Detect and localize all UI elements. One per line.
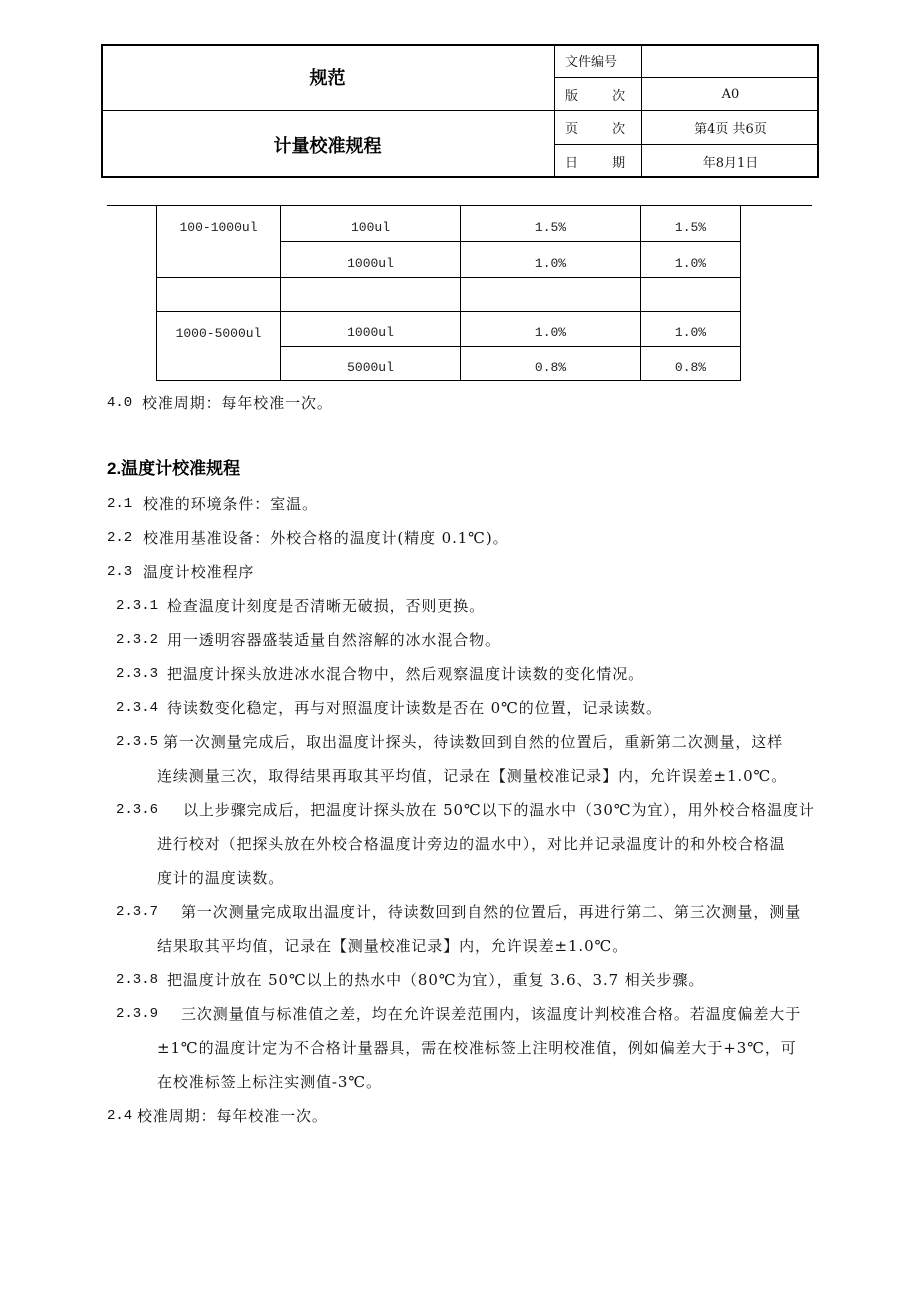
tolerance-cell: 0.8% [461, 347, 641, 381]
clause-text: 第一次测量完成后，取出温度计探头，待读数回到自然的位置后，重新第二次测量，这样 [163, 733, 784, 751]
clause-text: 用一透明容器盛装适量自然溶解的冰水混合物。 [167, 631, 501, 649]
date-label: 日 期 [555, 145, 642, 178]
clause-number: 2.1 [107, 496, 133, 512]
clause-continuation-line: ±1℃的温度计定为不合格计量器具，需在校准标签上注明校准值，例如偏差大于+3℃，可 [157, 1039, 797, 1057]
clause-text: 校准周期：每年校准一次。 [137, 1107, 328, 1125]
page-number-value: 第4页 共6页 [642, 111, 819, 145]
clause-text: 校准周期：每年校准一次。 [142, 394, 333, 412]
range-cell [157, 278, 281, 312]
clause-number: 2.3.2 [116, 632, 159, 648]
tolerance-cell: 1.0% [641, 242, 741, 278]
clause-text: 温度计校准程序 [143, 563, 255, 581]
document-header-table [101, 44, 819, 178]
clause-number: 2.3.6 [116, 802, 159, 818]
clause-number: 2.3.1 [116, 598, 159, 614]
version-value: A0 [642, 78, 819, 111]
range-cell: 100-1000ul [157, 206, 281, 278]
range-cell: 1000-5000ul [157, 312, 281, 381]
clause-continuation-line: 结果取其平均值，记录在【测量校准记录】内，允许误差±1.0℃。 [157, 937, 629, 955]
clause-number: 2.4 [107, 1108, 133, 1124]
clause-text: 以上步骤完成后，把温度计探头放在 50℃以下的温水中（30℃为宜），用外校合格温度计 [183, 801, 815, 819]
document-title: 计量校准规程 [101, 111, 555, 178]
clause-continuation-line: 进行校对（把探头放在外校合格温度计旁边的温水中），对比并记录温度计的和外校合格温 [157, 835, 786, 853]
tolerance-cell: 1.0% [461, 312, 641, 347]
clause-text: 把温度计放在 50℃以上的热水中（80℃为宜），重复 3.6、3.7 相关步骤。 [167, 971, 705, 989]
clause-number: 2.3.4 [116, 700, 159, 716]
section-heading: 2.温度计校准规程 [107, 459, 241, 478]
volume-cell: 1000ul [281, 242, 461, 278]
tolerance-cell [461, 278, 641, 312]
tolerance-cell [641, 278, 741, 312]
document-category-title: 规范 [101, 44, 555, 111]
date-value: 年8月1日 [702, 156, 759, 171]
tolerance-cell: 1.5% [641, 206, 741, 242]
clause-continuation-line: 度计的温度读数。 [157, 869, 285, 887]
file-number-label: 文件编号 [555, 44, 642, 78]
clause-number: 2.2 [107, 530, 133, 546]
clause-text: 把温度计探头放进冰水混合物中，然后观察温度计读数的变化情况。 [167, 665, 645, 683]
volume-cell: 100ul [281, 206, 461, 242]
version-label: 版 次 [555, 78, 642, 111]
clause-text: 检查温度计刻度是否清晰无破损，否则更换。 [167, 597, 486, 615]
volume-cell: 1000ul [281, 312, 461, 347]
tolerance-cell: 1.0% [461, 242, 641, 278]
clause-number: 2.3.3 [116, 666, 159, 682]
volume-cell [281, 278, 461, 312]
clause-text: 三次测量值与标准值之差，均在允许误差范围内，该温度计判校准合格。若温度偏差大于 [181, 1005, 802, 1023]
page-label: 页 次 [555, 111, 642, 145]
tolerance-cell: 0.8% [641, 347, 741, 381]
table-row-empty [157, 278, 741, 312]
clause-number: 2.3 [107, 564, 133, 580]
tolerance-cell: 1.5% [461, 206, 641, 242]
clause-continuation-line: 连续测量三次，取得结果再取其平均值，记录在【测量校准记录】内，允许误差±1.0℃。 [157, 767, 788, 785]
tolerance-cell: 1.0% [641, 312, 741, 347]
clause-number: 2.3.7 [116, 904, 159, 920]
volume-cell: 5000ul [281, 347, 461, 381]
clause-number: 4.0 [107, 395, 133, 411]
tolerance-table [156, 205, 741, 381]
clause-number: 2.3.8 [116, 972, 159, 988]
table-row [157, 206, 741, 242]
file-number-value [642, 44, 819, 78]
clause-continuation-line: 在校准标签上标注实测值-3℃。 [157, 1073, 382, 1091]
clause-text: 待读数变化稳定，再与对照温度计读数是否在 0℃的位置，记录读数。 [167, 699, 662, 717]
table-row [157, 312, 741, 347]
clause-text: 校准的环境条件：室温。 [143, 495, 318, 513]
clause-text: 校准用基准设备：外校合格的温度计(精度 0.1℃)。 [143, 529, 509, 547]
clause-text: 第一次测量完成取出温度计，待读数回到自然的位置后，再进行第二、第三次测量，测量 [181, 903, 802, 921]
clause-number: 2.3.5 [116, 734, 159, 750]
clause-number: 2.3.9 [116, 1006, 159, 1022]
